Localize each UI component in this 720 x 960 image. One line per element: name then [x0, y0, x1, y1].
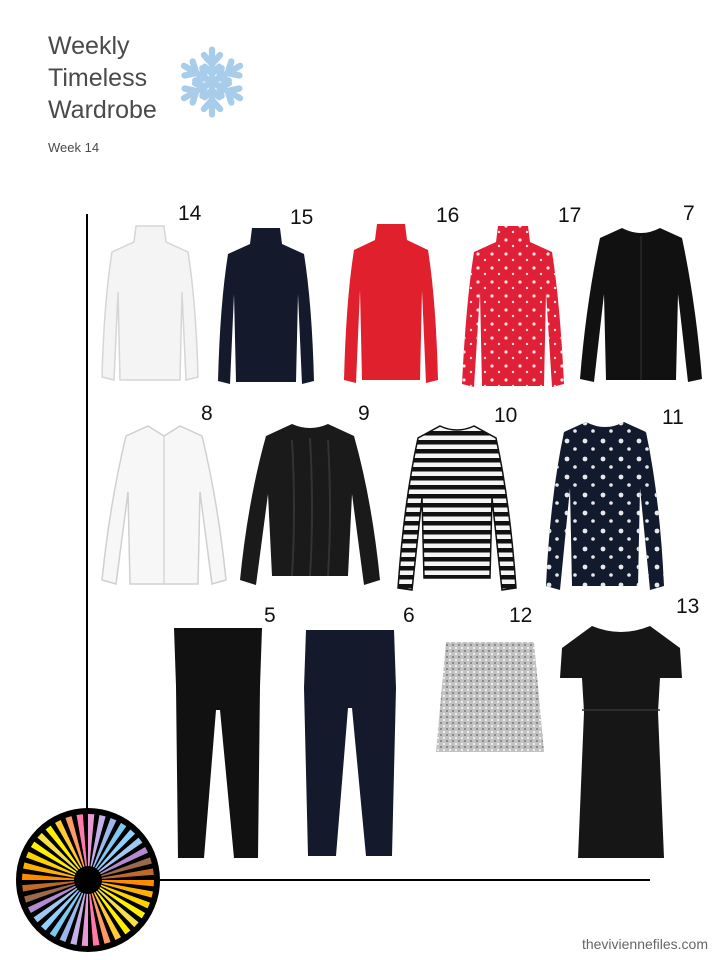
white-shirt: [98, 422, 230, 590]
item-number: 8: [201, 402, 213, 425]
black-cardigan: [578, 224, 704, 386]
item-number: 5: [264, 604, 276, 627]
item-number: 12: [509, 604, 533, 627]
item-number: 9: [358, 402, 370, 425]
title-line-3: Wardrobe: [48, 96, 157, 124]
red-snowflake-turtleneck: [460, 222, 566, 392]
navy-trousers: [302, 628, 398, 862]
item-number: 10: [494, 404, 518, 427]
item-number: 14: [178, 202, 202, 225]
navy-floral-cardigan: [544, 418, 666, 594]
item-number: 6: [403, 604, 415, 627]
black-cable-sweater: [236, 420, 384, 590]
watermark: theviviennefiles.com: [581, 936, 708, 952]
title-line-2: Timeless: [48, 64, 148, 92]
snowflake-icon: [176, 42, 248, 122]
color-wheel-icon: [14, 806, 162, 954]
white-turtleneck: [100, 222, 200, 384]
item-number: 7: [683, 202, 695, 225]
red-turtleneck: [342, 220, 440, 388]
striped-sweater: [396, 422, 518, 594]
item-number: 16: [436, 204, 460, 227]
horizontal-divider: [160, 879, 650, 881]
page-title: [48, 30, 157, 126]
navy-turtleneck: [216, 224, 316, 388]
black-dress: [556, 622, 686, 862]
item-number: 17: [558, 204, 582, 227]
item-number: 11: [662, 406, 684, 429]
gray-tweed-skirt: [434, 638, 546, 756]
item-number: 15: [290, 206, 314, 229]
black-jeans: [170, 626, 266, 864]
item-number: 13: [676, 595, 700, 618]
vertical-divider: [86, 214, 88, 880]
title-line-1: Weekly: [48, 32, 130, 60]
week-label: Week 14: [48, 140, 100, 155]
